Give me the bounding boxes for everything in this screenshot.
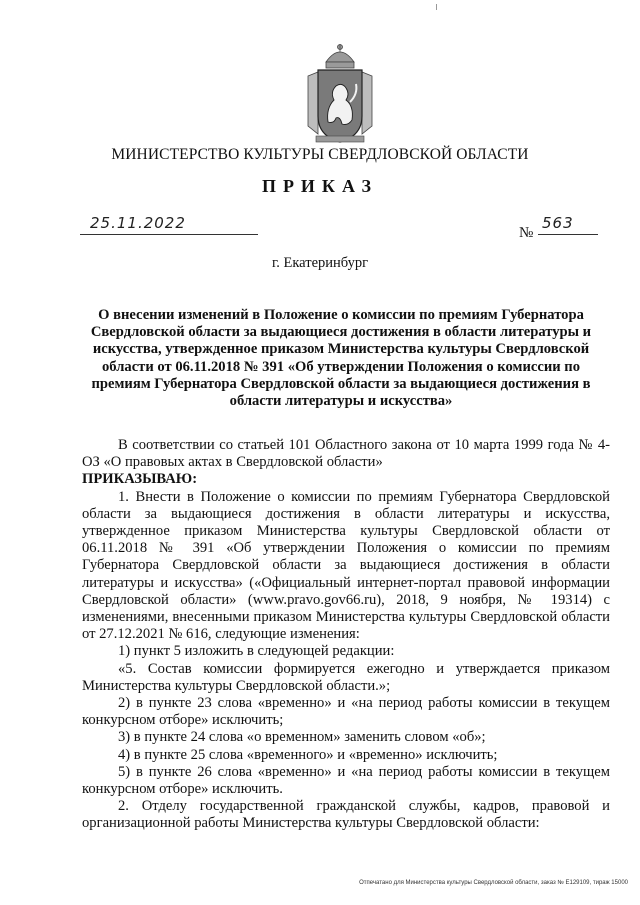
document-type: ПРИКАЗ: [261, 176, 379, 196]
item-4: 4) в пункте 25 слова «временного» и «временно» исключить;: [118, 746, 498, 763]
item-1: 1) пункт 5 изложить в следующей редакции:: [118, 643, 395, 660]
order-number: 563: [542, 214, 574, 232]
coat-of-arms-icon: [296, 42, 384, 146]
number-label: №: [519, 225, 534, 241]
order-date: 25.11.2022: [90, 214, 186, 232]
ministry-name: МИНИСТЕРСТВО КУЛЬТУРЫ СВЕРДЛОВСКОЙ ОБЛАСТИ: [111, 146, 529, 163]
item-5: 5) в пункте 26 слова «временно» и «на период работы комиссии в текущем конкурсном отборе» исключить.: [82, 763, 610, 798]
item-3: 3) в пункте 24 слова «о временном» заменить словом «об»;: [118, 729, 486, 746]
orders-word: ПРИКАЗЫВАЮ:: [82, 471, 198, 488]
order-body: [82, 437, 610, 833]
item-2: 2) в пункте 23 слова «временно» и «на период работы комиссии в текущем конкурсном отборе» исключить;: [82, 695, 610, 729]
order-title: О внесении изменений в Положение о комиссии по премиям Губернатора Свердловской области за выдающиеся достижения в области литературы и искусства, утвержденное приказом Министерства культуры Свердловской области от 06.11.2018 № 391 «Об утверждении Положения о комиссии по премиям Губернатора Свердловской области за выдающиеся достижения в области литературы и искусства»: [90, 307, 592, 410]
print-footer: Отпечатано для Министерства культуры Свердловской области, заказ № Е129109, тираж 15000: [359, 880, 628, 886]
paragraph-2: 2. Отделу государственной гражданской службы, кадров, правовой и организационной работы Министерства культуры Свердловской области:: [82, 798, 610, 832]
item-1-quote: «5. Состав комиссии формируется ежегодно и утверждается приказом Министерства культуры Свердловской области.»;: [82, 660, 610, 694]
preamble: В соответствии со статьей 101 Областного закона от 10 марта 1999 года № 4-ОЗ «О правовых актах в Свердловской области»: [82, 437, 610, 471]
city: г. Екатеринбург: [271, 255, 369, 271]
paragraph-1: 1. Внести в Положение о комиссии по премиям Губернатора Свердловской области за выдающиеся достижения в области литературы и искусства, утвержденное приказом Министерства культуры Свердловской области от 06.11.2018 № 391 «Об утверждении Положения о комиссии по премиям Губернатора Свердловской области за выдающиеся достижения в области литературы и искусства» («Официальный интернет-портал правовой информации Свердловской области» (www.pravo.gov66.ru), 2018, 9 ноября, № 19314) с изменениями, внесенными приказом Министерства культуры Свердловской области от 27.12.2021 № 616, следующие изменения:: [82, 488, 610, 643]
scan-mark: [436, 4, 437, 10]
